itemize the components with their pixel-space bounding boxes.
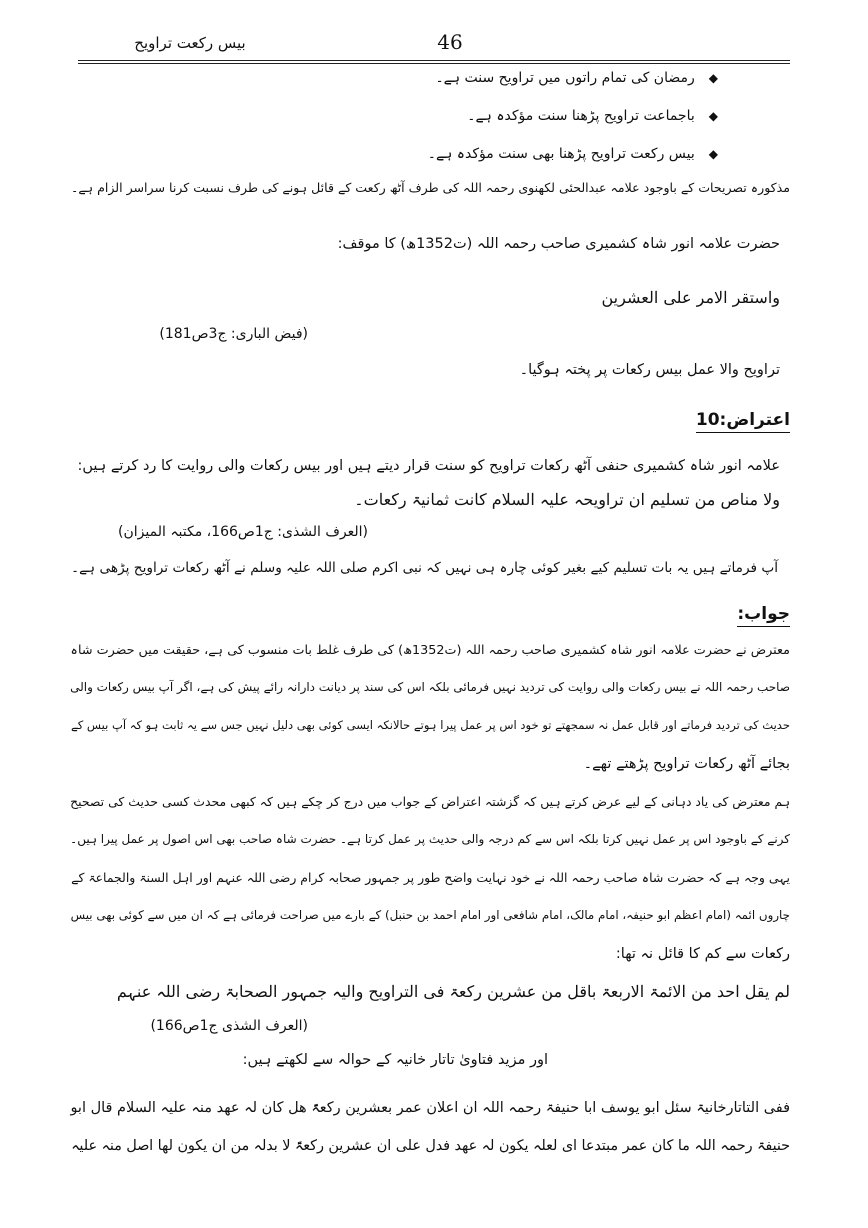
diamond-bullet-icon: ◆	[708, 109, 718, 123]
answer-line: حدیث کی تردید فرماتے اور قابل عمل نہ سمجھتے تو خود اس پر عمل پیرا ہوتے حالانکہ ایسی کوئی بھی دلیل نہیں جس سے یہ ثابت ہو کہ آپ بیس کے	[70, 718, 790, 732]
reference: (فیض الباری: ج3ص181)	[159, 326, 308, 342]
page-number: 46	[437, 30, 463, 54]
answer-line: صاحب رحمہ اللہ نے بیس رکعات والی روایت کی تردید نہیں فرمائی بلکہ اس کی سند پر دیانت دارانہ رائے پیش کی ہے، اگر آپ بیس رکعات والی	[70, 680, 790, 694]
answer-line: رکعات سے کم کا قائل نہ تھا:	[615, 946, 790, 962]
arabic-quote-line: حنیفۃ رحمہ اللہ ما کان عمر مبتدعا ای لعلہ یکون لہ عھد فدل علی ان عشرین رکعۃً لا بدلہ من ان یکون لھا اصل منہ علیہ	[71, 1138, 790, 1154]
running-header-title: بیس رکعت تراویح	[134, 34, 246, 52]
answer-line: یہی وجہ ہے کہ حضرت شاہ صاحب رحمہ اللہ نے خود نہایت واضح طور پر جمہور صحابہ کرام رضی اللہ عنہم اور اہل السنۃ والجماعۃ کے	[71, 870, 790, 885]
header-rule-secondary	[78, 63, 790, 64]
arabic-quote-line: ففی التاتارخانیۃ سئل ابو یوسف ابا حنیفۃ رحمہ اللہ ان اعلان عمر بعشرین رکعۃً ھل کان لہ عھد منہ علیہ السلام قال ابو	[70, 1100, 790, 1116]
diamond-bullet-icon: ◆	[708, 71, 718, 85]
translation: تراویح والا عمل بیس رکعات پر پختہ ہوگیا۔	[519, 362, 780, 378]
bullet-item: ◆بیس رکعت تراویح پڑھنا بھی سنت مؤکدہ ہے۔	[427, 146, 718, 162]
answer-line: ہم معترض کی یاد دہانی کے لیے عرض کرتے ہیں کہ گزشتہ اعتراض کے جواب میں درج کر چکے ہیں کہ کبھی محدث کسی حدیث کی تصحیح	[70, 794, 790, 809]
answer-line: معترض نے حضرت علامہ انور شاہ کشمیری صاحب رحمہ اللہ (ت1352ھ) کی طرف غلط بات منسوب کی ہے، حقیقت میں حضرت شاہ	[70, 643, 790, 658]
answer-line: کرنے کے باوجود اس پر عمل نہیں کرتا بلکہ اس سے کم درجہ والی حدیث پر عمل کرتا ہے۔ حضرت شاہ صاحب بھی اس اصول پر عمل پیرا ہیں۔	[70, 832, 790, 846]
answer-heading: جواب:	[737, 604, 790, 627]
bullet-item: ◆باجماعت تراویح پڑھنا سنت مؤکدہ ہے۔	[467, 108, 718, 124]
objection-text: آپ فرماتے ہیں یہ بات تسلیم کیے بغیر کوئی چارہ ہی نہیں کہ نبی اکرم صلی اللہ علیہ وسلم نے آٹھ رکعات تراویح پڑھی ہے۔	[71, 560, 778, 576]
answer-line: چاروں ائمہ (امام اعظم ابو حنیفہ، امام مالک، امام شافعی اور امام احمد بن حنبل) کے بارے میں صراحت فرمائی ہے کہ ان میں سے کوئی بھی بیس	[70, 908, 790, 922]
reference: (العرف الشذی: ج1ص166، مکتبہ المیزان)	[118, 524, 368, 540]
tatar-intro: اور مزید فتاویٰ تاتار خانیہ کے حوالہ سے لکھتے ہیں:	[242, 1052, 548, 1068]
answer-line: بجائے آٹھ رکعات تراویح پڑھتے تھے۔	[583, 756, 790, 772]
section-heading: حضرت علامہ انور شاہ کشمیری صاحب رحمہ اللہ (ت1352ھ) کا موقف:	[337, 236, 780, 252]
objection-text: علامہ انور شاہ کشمیری حنفی آٹھ رکعات تراویح کو سنت قرار دیتے ہیں اور بیس رکعات والی روایت کا رد کرتے ہیں:	[77, 458, 780, 474]
arabic-quote: ولا مناص من تسلیم ان تراویحہ علیہ السلام کانت ثمانیۃ رکعات۔	[354, 490, 780, 509]
reference: (العرف الشذی ج1ص166)	[150, 1018, 308, 1034]
arabic-quote: لم یقل احد من الائمۃ الاربعۃ باقل من عشرین رکعۃ فی التراویح والیہ جمہور الصحابۃ رضی اللہ عنہم	[116, 982, 790, 1001]
diamond-bullet-icon: ◆	[708, 147, 718, 161]
arabic-quote: واستقر الامر علی العشرین	[601, 288, 780, 307]
objection-heading: اعتراض:10	[696, 410, 790, 433]
paragraph: مذکورہ تصریحات کے باوجود علامہ عبدالحئی لکھنوی رحمہ اللہ کی طرف آٹھ رکعت کے قائل ہونے کی طرف نسبت کرنا سراسر الزام ہے۔	[71, 180, 790, 195]
bullet-item: ◆رمضان کی تمام راتوں میں تراویح سنت ہے۔	[435, 70, 718, 86]
header-rule	[78, 60, 790, 61]
